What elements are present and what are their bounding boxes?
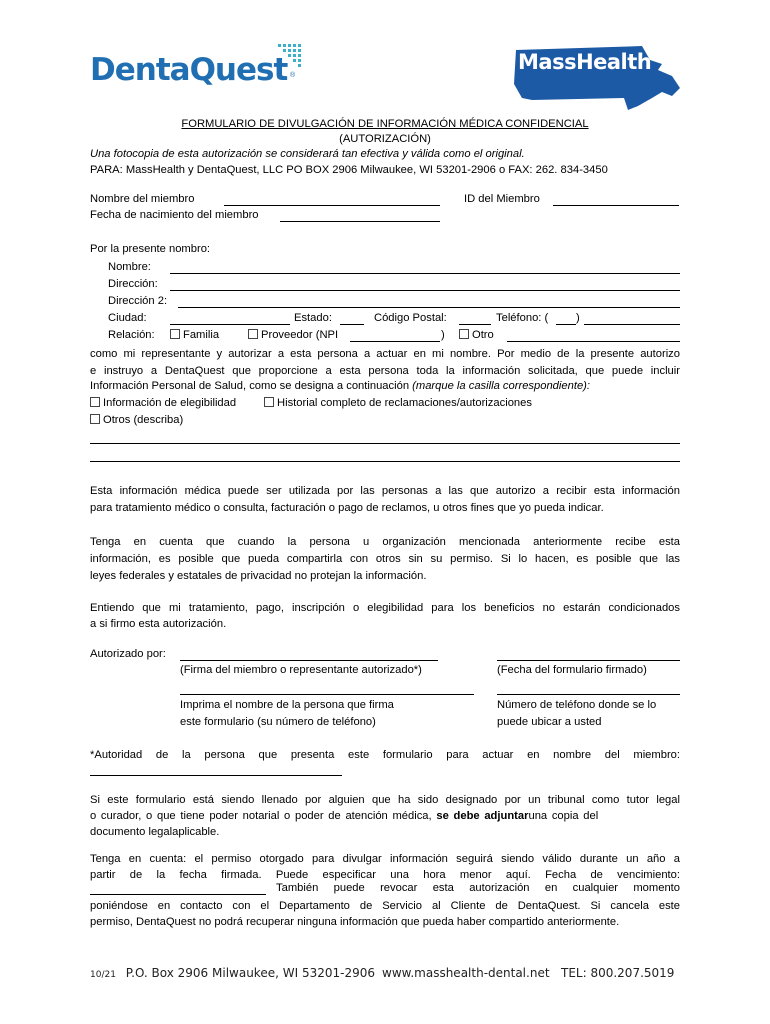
expiration-date-field[interactable]	[90, 894, 266, 895]
print-caption-2: este formulario (su número de teléfono)	[180, 716, 376, 728]
guardian-attach-emphasis: se debe adjuntar	[436, 810, 529, 822]
auth-line-2: e instruyo a DentaQuest que proporcione a esta persona toda la información solicitada, que puede incluir	[90, 365, 680, 377]
contact-phone-field[interactable]	[497, 694, 680, 695]
printed-name-field[interactable]	[180, 694, 474, 695]
claims-checkbox[interactable]	[264, 397, 274, 407]
guardian-line-2	[90, 808, 680, 825]
other-info-option[interactable]	[90, 414, 183, 426]
rep-state-label: Estado:	[294, 312, 332, 324]
provider-npi-field[interactable]	[350, 341, 440, 342]
provider-close: )	[441, 329, 445, 341]
auth-line-1: como mi representante y autorizar a esta persona a actuar en mi nombre. Por medio de la presente autorizo	[90, 348, 680, 360]
member-id-label: ID del Miembro	[464, 193, 540, 205]
copy-notice: Una fotocopia de esta autorización se considerará tan efectiva y válida como el original.	[90, 148, 525, 160]
form-title: FORMULARIO DE DIVULGACIÓN DE INFORMACIÓN MÉDICA CONFIDENCIAL	[181, 118, 589, 130]
relation-other-option[interactable]	[459, 329, 494, 341]
note-line-2: información, es posible que pueda compartirla con otros sin su permiso. Si lo hacen, es posible que las	[90, 553, 680, 565]
signed-date-caption: (Fecha del formulario firmado)	[497, 664, 647, 676]
describe-line-2[interactable]	[90, 461, 680, 462]
eligibility-checkbox[interactable]	[90, 397, 100, 407]
footer	[90, 966, 375, 980]
provider-label: Proveedor (NPI	[261, 329, 339, 341]
note-line-3: leyes federales y estatales de privacidad no protejan la información.	[90, 570, 427, 582]
footer-phone: TEL: 800.207.5019	[561, 966, 675, 980]
other-relation-field[interactable]	[507, 341, 680, 342]
rep-zip-field[interactable]	[459, 324, 491, 325]
footer-website[interactable]: www.masshealth-dental.net	[382, 966, 550, 980]
other-info-label: Otros (describa)	[103, 414, 184, 426]
authority-line: *Autoridad de la persona que presenta este formulario para actuar en nombre del miembro:	[90, 749, 680, 761]
validity-line-5: permiso, DentaQuest no podrá recuperar ninguna información que pueda haber compartido anteriormente.	[90, 916, 620, 928]
registered-mark: ®	[290, 72, 296, 79]
footer-revision: 10/21	[90, 970, 116, 980]
member-name-label: Nombre del miembro	[90, 193, 195, 205]
rep-address-label: Dirección:	[108, 278, 158, 290]
validity-line-2: partir de la fecha firmada. Puede especificar una hora menor aquí. Fecha de vencimiento:	[90, 869, 680, 881]
footer-address: P.O. Box 2906 Milwaukee, WI 53201-2906	[125, 966, 375, 980]
form-subtitle: (AUTORIZACIÓN)	[339, 133, 431, 145]
authority-field[interactable]	[90, 775, 342, 776]
member-name-field[interactable]	[224, 205, 440, 206]
member-dob-label: Fecha de nacimiento del miembro	[90, 209, 259, 221]
rep-city-field[interactable]	[170, 324, 290, 325]
rep-name-label: Nombre:	[108, 261, 151, 273]
rep-address2-field[interactable]	[178, 307, 680, 308]
auth-line-3-text: Información Personal de Salud, como se designa a continuación	[90, 380, 413, 392]
cond-line-2: a si firmo esta autorización.	[90, 618, 227, 630]
signed-date-field[interactable]	[497, 660, 680, 661]
family-label: Familia	[183, 329, 220, 341]
family-checkbox[interactable]	[170, 329, 180, 339]
auth-line-3-instruction: (marque la casilla correspondiente):	[412, 380, 590, 392]
signature-caption: (Firma del miembro o representante autorizado*)	[180, 664, 422, 676]
rep-address-field[interactable]	[170, 290, 680, 291]
guardian-line-2-end: una copia del	[528, 810, 599, 822]
authorized-by-label: Autorizado por:	[90, 648, 166, 660]
claims-option[interactable]	[264, 397, 532, 409]
rep-city-label: Ciudad:	[108, 312, 147, 324]
other-relation-label: Otro	[472, 329, 494, 341]
dentaquest-logo-text: DentaQuest	[90, 52, 288, 88]
note-line-1: Tenga en cuenta que cuando la persona u organización mencionada anteriormente recibe esta	[90, 536, 680, 548]
use-line-1: Esta información médica puede ser utilizada por las personas a las que autorizo a recibir esta información	[90, 485, 680, 497]
cond-line-1: Entiendo que mi tratamiento, pago, inscripción o elegibilidad para los beneficios no estarán condicionados	[90, 602, 680, 614]
rep-state-field[interactable]	[340, 324, 364, 325]
other-info-checkbox[interactable]	[90, 414, 100, 424]
rep-phone-close: )	[576, 312, 580, 324]
relation-provider-option[interactable]	[248, 329, 338, 341]
dentaquest-dots-icon	[278, 44, 302, 68]
signature-field[interactable]	[180, 660, 438, 661]
relation-family-option[interactable]	[170, 329, 219, 341]
recipient-address: PARA: MassHealth y DentaQuest, LLC PO BOX 2906 Milwaukee, WI 53201-2906 o FAX: 262. 834-3450	[90, 164, 608, 176]
eligibility-option[interactable]	[90, 397, 236, 409]
masshealth-logo-text: MassHealth	[518, 50, 652, 74]
dentaquest-logo	[90, 44, 310, 96]
rep-phone-area-field[interactable]	[556, 324, 576, 325]
use-line-2: para tratamiento médico o consulta, facturación o pago de reclamos, u otros fines que yo pueda indicar.	[90, 502, 604, 514]
member-id-field[interactable]	[553, 205, 679, 206]
print-caption-1: Imprima el nombre de la persona que firma	[180, 699, 394, 711]
rep-phone-label: Teléfono: (	[496, 312, 549, 324]
masshealth-logo	[512, 40, 684, 114]
auth-line-3	[90, 380, 590, 392]
rep-phone-field[interactable]	[584, 324, 680, 325]
eligibility-label: Información de elegibilidad	[103, 397, 237, 409]
guardian-line-2-text: o curador, o que tiene poder notarial o poder de atención médica,	[90, 810, 437, 822]
relation-label: Relación:	[108, 329, 155, 341]
appoint-intro: Por la presente nombro:	[90, 243, 211, 255]
validity-line-3: También puede revocar esta autorización en cualquier momento	[276, 882, 680, 894]
rep-address2-label: Dirección 2:	[108, 295, 168, 307]
member-dob-field[interactable]	[280, 221, 440, 222]
rep-name-field[interactable]	[170, 273, 680, 274]
guardian-line-1: Si este formulario está siendo llenado por alguien que ha sido designado por un tribunal como tutor legal	[90, 794, 680, 806]
validity-line-1: Tenga en cuenta: el permiso otorgado para divulgar información seguirá siendo válido durante un año a	[90, 853, 680, 865]
validity-line-4: poniéndose en contacto con el Departamento de Servicio al Cliente de DentaQuest. Si cancela este	[90, 900, 680, 912]
describe-line-1[interactable]	[90, 443, 680, 444]
rep-zip-label: Código Postal:	[374, 312, 447, 324]
provider-checkbox[interactable]	[248, 329, 258, 339]
other-relation-checkbox[interactable]	[459, 329, 469, 339]
guardian-line-3: documento legalaplicable.	[90, 826, 220, 838]
phone-caption-2: puede ubicar a usted	[497, 716, 602, 728]
claims-label: Historial completo de reclamaciones/autorizaciones	[277, 397, 532, 409]
phone-caption-1: Número de teléfono donde se lo	[497, 699, 657, 711]
